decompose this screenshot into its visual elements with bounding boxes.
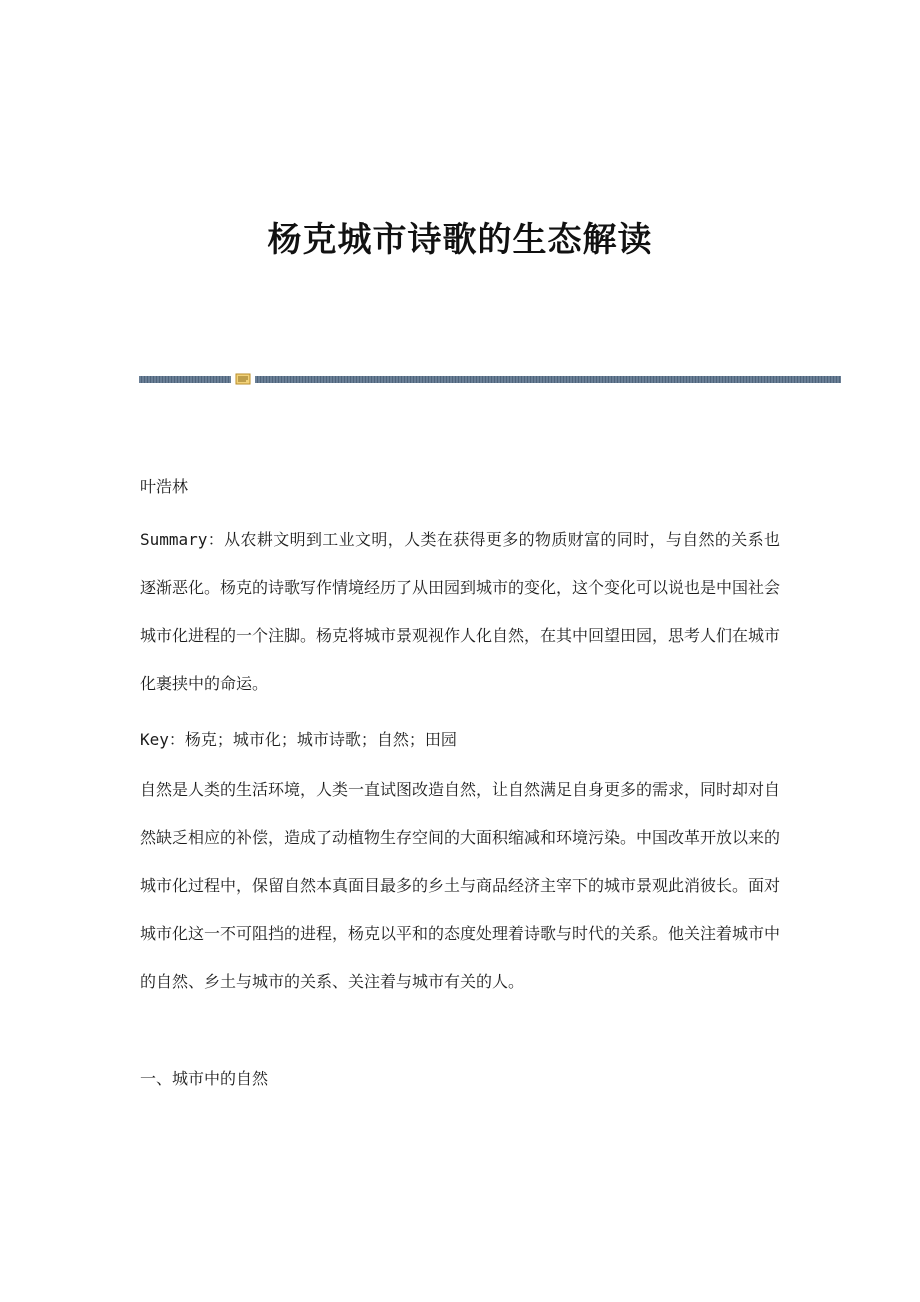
divider-bar-right xyxy=(255,376,841,383)
title-divider xyxy=(139,372,841,386)
divider-bar-left xyxy=(139,376,231,383)
summary-text: 从农耕文明到工业文明，人类在获得更多的物质财富的同时，与自然的关系也逐渐恶化。杨克的诗歌写作情境经历了从田园到城市的变化，这个变化可以说也是中国社会城市化进程的一个注脚。杨克将城市景观视作人化自然，在其中回望田园，思考人们在城市化裹挟中的命运。 xyxy=(140,530,781,693)
summary-label: Summary： xyxy=(140,530,225,549)
keywords-label: Key： xyxy=(140,730,185,749)
page-title: 杨克城市诗歌的生态解读 xyxy=(267,220,653,260)
summary-paragraph xyxy=(140,516,780,708)
keywords-paragraph xyxy=(140,716,780,764)
body-paragraph-text: 自然是人类的生活环境，人类一直试图改造自然，让自然满足自身更多的需求，同时却对自然缺乏相应的补偿，造成了动植物生存空间的大面积缩减和环境污染。中国改革开放以来的城市化过程中，保留自然本真面目最多的乡土与商品经济主宰下的城市景观此消彼长。面对城市化这一不可阻挡的进程，杨克以平和的态度处理着诗歌与时代的关系。他关注着城市中的自然、乡土与城市的关系、关注着与城市有关的人。 xyxy=(140,780,781,991)
author-name: 叶浩林 xyxy=(140,477,189,496)
divider-ornament-icon xyxy=(235,372,251,386)
keywords-text: 杨克；城市化；城市诗歌；自然；田园 xyxy=(184,730,457,749)
section-heading: 一、城市中的自然 xyxy=(140,1069,269,1088)
body-paragraph xyxy=(140,766,780,1006)
